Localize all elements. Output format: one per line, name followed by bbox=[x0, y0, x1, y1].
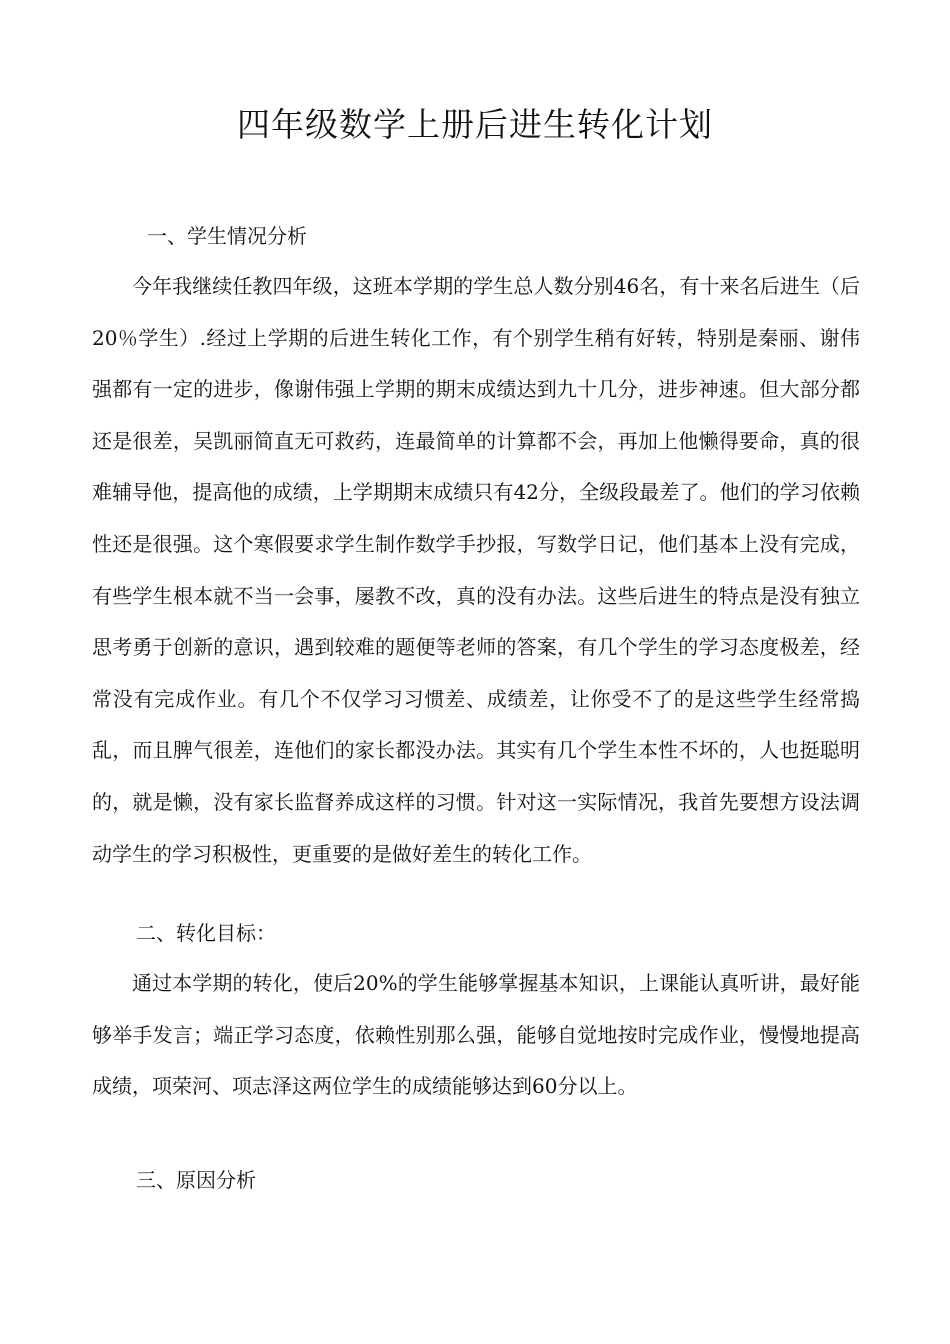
section-heading-student-analysis: 一、学生情况分析 bbox=[147, 224, 307, 248]
section-paragraph-goals: 通过本学期的转化，使后20%的学生能够掌握基本知识，上课能认真听讲，最好能够举手发言；端正学习态度，依赖性别那么强，能够自觉地按时完成作业，慢慢地提高成绩，项荣河、项志泽这两位学生的成绩能够达到60分以上。 bbox=[92, 971, 860, 1099]
section-paragraph-student-analysis: 今年我继续任教四年级，这班本学期的学生总人数分别46名，有十来名后进生（后20％学生）.经过上学期的后进生转化工作，有个别学生稍有好转，特别是秦丽、谢伟强都有一定的进步，像谢伟强上学期的期末成绩达到九十几分，进步神速。但大部分都还是很差，吴凯丽简直无可救药，连最简单的计算都不会，再加上他懒得要命，真的很难辅导他，提高他的成绩，上学期期末成绩只有42分，全级段最差了。他们的学习依赖性还是很强。这个寒假要求学生制作数学手抄报，写数学日记，他们基本上没有完成，有些学生根本就不当一会事，屡教不改，真的没有办法。这些后进生的特点是没有独立思考勇于创新的意识，遇到较难的题便等老师的答案，有几个学生的学习态度极差，经常没有完成作业。有几个不仅学习习惯差、成绩差，让你受不了的是这些学生经常捣乱，而且脾气很差，连他们的家长都没办法。其实有几个学生本性不坏的，人也挺聪明的，就是懒，没有家长监督养成这样的习惯。针对这一实际情况，我首先要想方设法调动学生的学习积极性，更重要的是做好差生的转化工作。 bbox=[92, 274, 860, 866]
section-heading-cause-analysis: 三、原因分析 bbox=[136, 1168, 256, 1192]
section-heading-goals: 二、转化目标： bbox=[136, 921, 276, 945]
document-title: 四年级数学上册后进生转化计划 bbox=[237, 105, 713, 144]
